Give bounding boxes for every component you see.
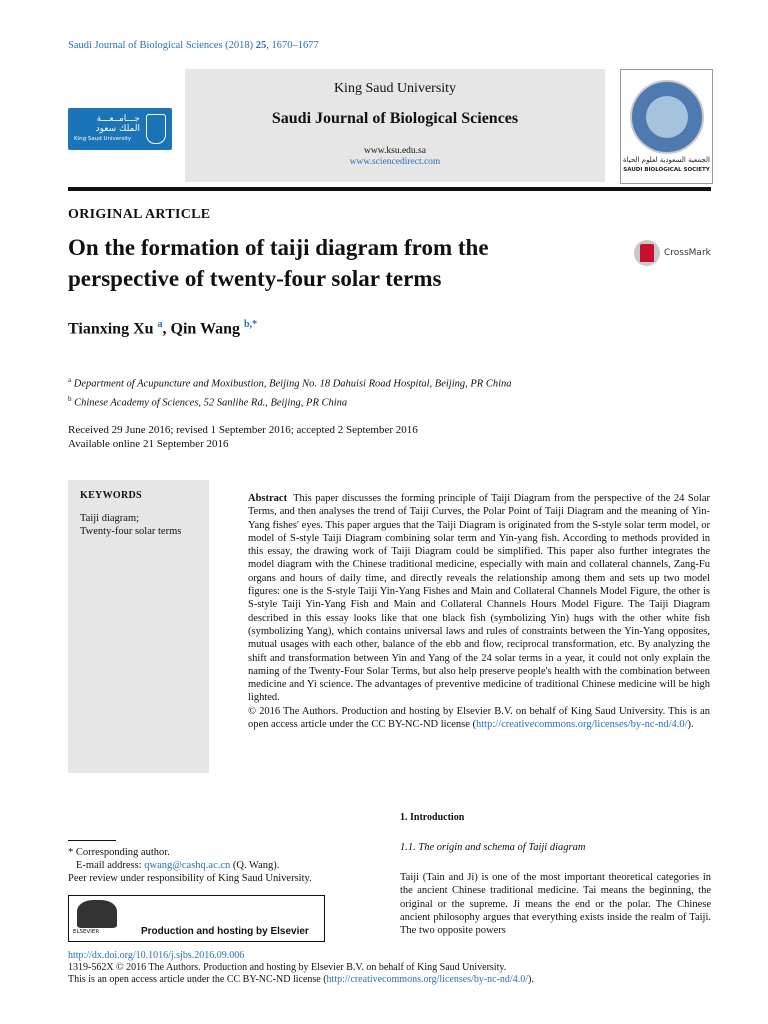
author-sep: , [162,320,171,338]
crossmark-bookmark [640,244,654,262]
open-access-text: This is an open access article under the CC BY-NC-ND license ( [68,974,327,985]
author-1-affil[interactable]: a [157,319,163,330]
email-label: E-mail address: [76,860,145,871]
keyword-item: Taiji diagram; [80,513,140,524]
email-link[interactable]: qwang@cashq.ac.cn [144,860,231,871]
keywords-list [80,512,181,538]
article-dates [68,423,418,451]
header-rule [68,187,711,191]
sbs-logo [620,69,713,184]
sbs-seal-center [646,96,688,138]
title-line-2: perspective of twenty-four solar terms [68,266,442,291]
journal-name: Saudi Journal of Biological Sciences [271,110,519,127]
ksu-logo [68,108,172,150]
ksu-emblem-icon [146,114,166,144]
sbs-arabic: الجمعية السعودية لعلوم الحياة [623,156,710,164]
article-type: ORIGINAL ARTICLE [68,207,211,222]
doi-link[interactable]: http://dx.doi.org/10.1016/j.sjbs.2016.09.006 [68,950,245,961]
authors [68,319,257,338]
abstract [248,492,710,731]
subsection-heading: 1.1. The origin and schema of Taiji diagram [400,842,586,853]
affil-a-text: Department of Acupuncture and Moxibustion, Beijing No. 18 Dahuisi Road Hospital, Beijing, PR China [71,378,512,390]
author-2-affil[interactable]: b,* [244,319,258,330]
footnote-rule [68,840,116,841]
crossmark-badge[interactable] [634,240,714,268]
affiliation-a [68,373,512,392]
dates-received: Received 29 June 2016; revised 1 September 2016; accepted 2 September 2016 [68,424,418,436]
elsevier-box [68,895,325,942]
bottom-info [68,950,534,986]
author-1: Tianxing Xu [68,320,154,338]
ksu-logo-english: King Saud University [74,136,132,142]
affiliations [68,373,512,410]
open-access-end: ). [527,974,534,985]
keywords-box [68,480,209,773]
elsevier-tree-icon [77,900,117,928]
elsevier-label: ELSEVIER [73,929,100,935]
intro-paragraph: Taiji (Tain and Ji) is one of the most important theoretical categories in the ancient Chinese traditional medicine. Tai means the beginning, the original or the supreme. Ji means the end or the polar. The Chinese ancient philosophy argues that everything exists inside the realm of Taiji. The two opposite powers [400,872,711,937]
bottom-license-link[interactable]: http://creativecommons.org/licenses/by-nc-nd/4.0/ [326,974,528,985]
issn-copyright: 1319-562X © 2016 The Authors. Production and hosting by Elsevier B.V. on behalf of King Saud University. [68,962,507,973]
crossmark-label: CrossMark [664,248,711,258]
crossmark-icon [634,240,660,266]
email-note [68,859,368,872]
keywords-heading: KEYWORDS [80,490,142,501]
affiliation-b [68,392,512,411]
dates-online: Available online 21 September 2016 [68,438,229,450]
abstract-copyright-end: ). [687,719,694,731]
elsevier-hosting-text: Production and hosting by Elsevier [141,926,309,937]
abstract-copyright: © 2016 The Authors. Production and hosting by Elsevier B.V. on behalf of King Saud University. This is an open access article under the CC BY-NC-ND license ( [248,705,710,731]
abstract-heading: Abstract [248,493,288,504]
open-access-note [68,974,534,986]
masthead [185,69,605,182]
license-link[interactable]: http://creativecommons.org/licenses/by-nc-nd/4.0/ [476,719,688,731]
footnotes [68,846,368,885]
journal-ref-text: Saudi Journal of Biological Sciences (2018) [68,40,256,51]
keyword-item: Twenty-four solar terms [80,526,182,537]
section-heading-introduction: 1. Introduction [400,812,465,823]
corresponding-author-note: * Corresponding author. [68,847,170,858]
affil-a-sup: a [68,376,72,384]
ksu-logo-arabic: جـــامــعـــة الملك سعود [95,114,140,134]
author-2: Qin Wang [170,320,241,338]
article-title [68,232,588,294]
peer-review-note: Peer review under responsibility of King Saud University. [68,873,312,884]
abstract-body: This paper discusses the forming principle of Taiji Diagram from the perspective of the 24 Solar Terms, and then analyses the trend of Taiji Curves, the Polar Point of Taiji Diagram and the meaning of Yin-Yang fishes' eyes. This paper argues that the Taiji Diagram is originated from the S-style solar term model, or model of S-style Taiji Diagram combining solar term and Yin-yang fish. According to methods provided in this essay, the drawing work of Taiji Diagram could be simplified. This paper also further integrates the model diagram with the Chinese traditional medicine, especially with main and collateral channels, Zang-Fu organs and hours of daily time, and directly reveals the relationship among them and sets up two model figures: one is the S-style Taiji Yin-Yang Fishes and Main and Collateral Channels Model Figure, the other is S-style Taiji Yin-Yang Fish and Main and Collateral Channels Hours Model Figure. The Taiji Diagram described in this essay looks like that one black fish (symbolizing Yin) hugs with the other white fish (symbolizing Yang), which contains universal laws and rules of constraints between the Yin-Yang opposites, mutual usages with each other, balance of the ebb and flow, reciprocal transformation, etc. By analyzing the shift and transformation between Yin and Yang of the 24 solar terms in a year, it could not only explain the naming of the Twenty-Four Solar Terms, but also help preserve people's health with the combination between medicine and Yi science. The advantages of preventive medicine of traditional Chinese medicine will be high lighted. [248,493,710,704]
sbs-seal-icon [630,80,704,154]
affil-b-sup: b [68,394,72,403]
affil-b-text: Chinese Academy of Sciences, 52 Sanlihe Rd., Beijing, PR China [71,397,348,408]
sciencedirect-url[interactable]: www.sciencedirect.com [349,157,441,167]
sbs-english: SAUDI BIOLOGICAL SOCIETY [623,167,710,173]
email-end: (Q. Wang). [230,860,280,871]
title-line-1: On the formation of taiji diagram from the [68,235,489,260]
journal-ref-volume: 25 [255,40,267,51]
journal-reference[interactable] [68,40,319,51]
university-name: King Saud University [333,81,457,96]
journal-ref-pages: , 1670–1677 [266,40,319,51]
ksu-url[interactable]: www.ksu.edu.sa [364,146,426,156]
